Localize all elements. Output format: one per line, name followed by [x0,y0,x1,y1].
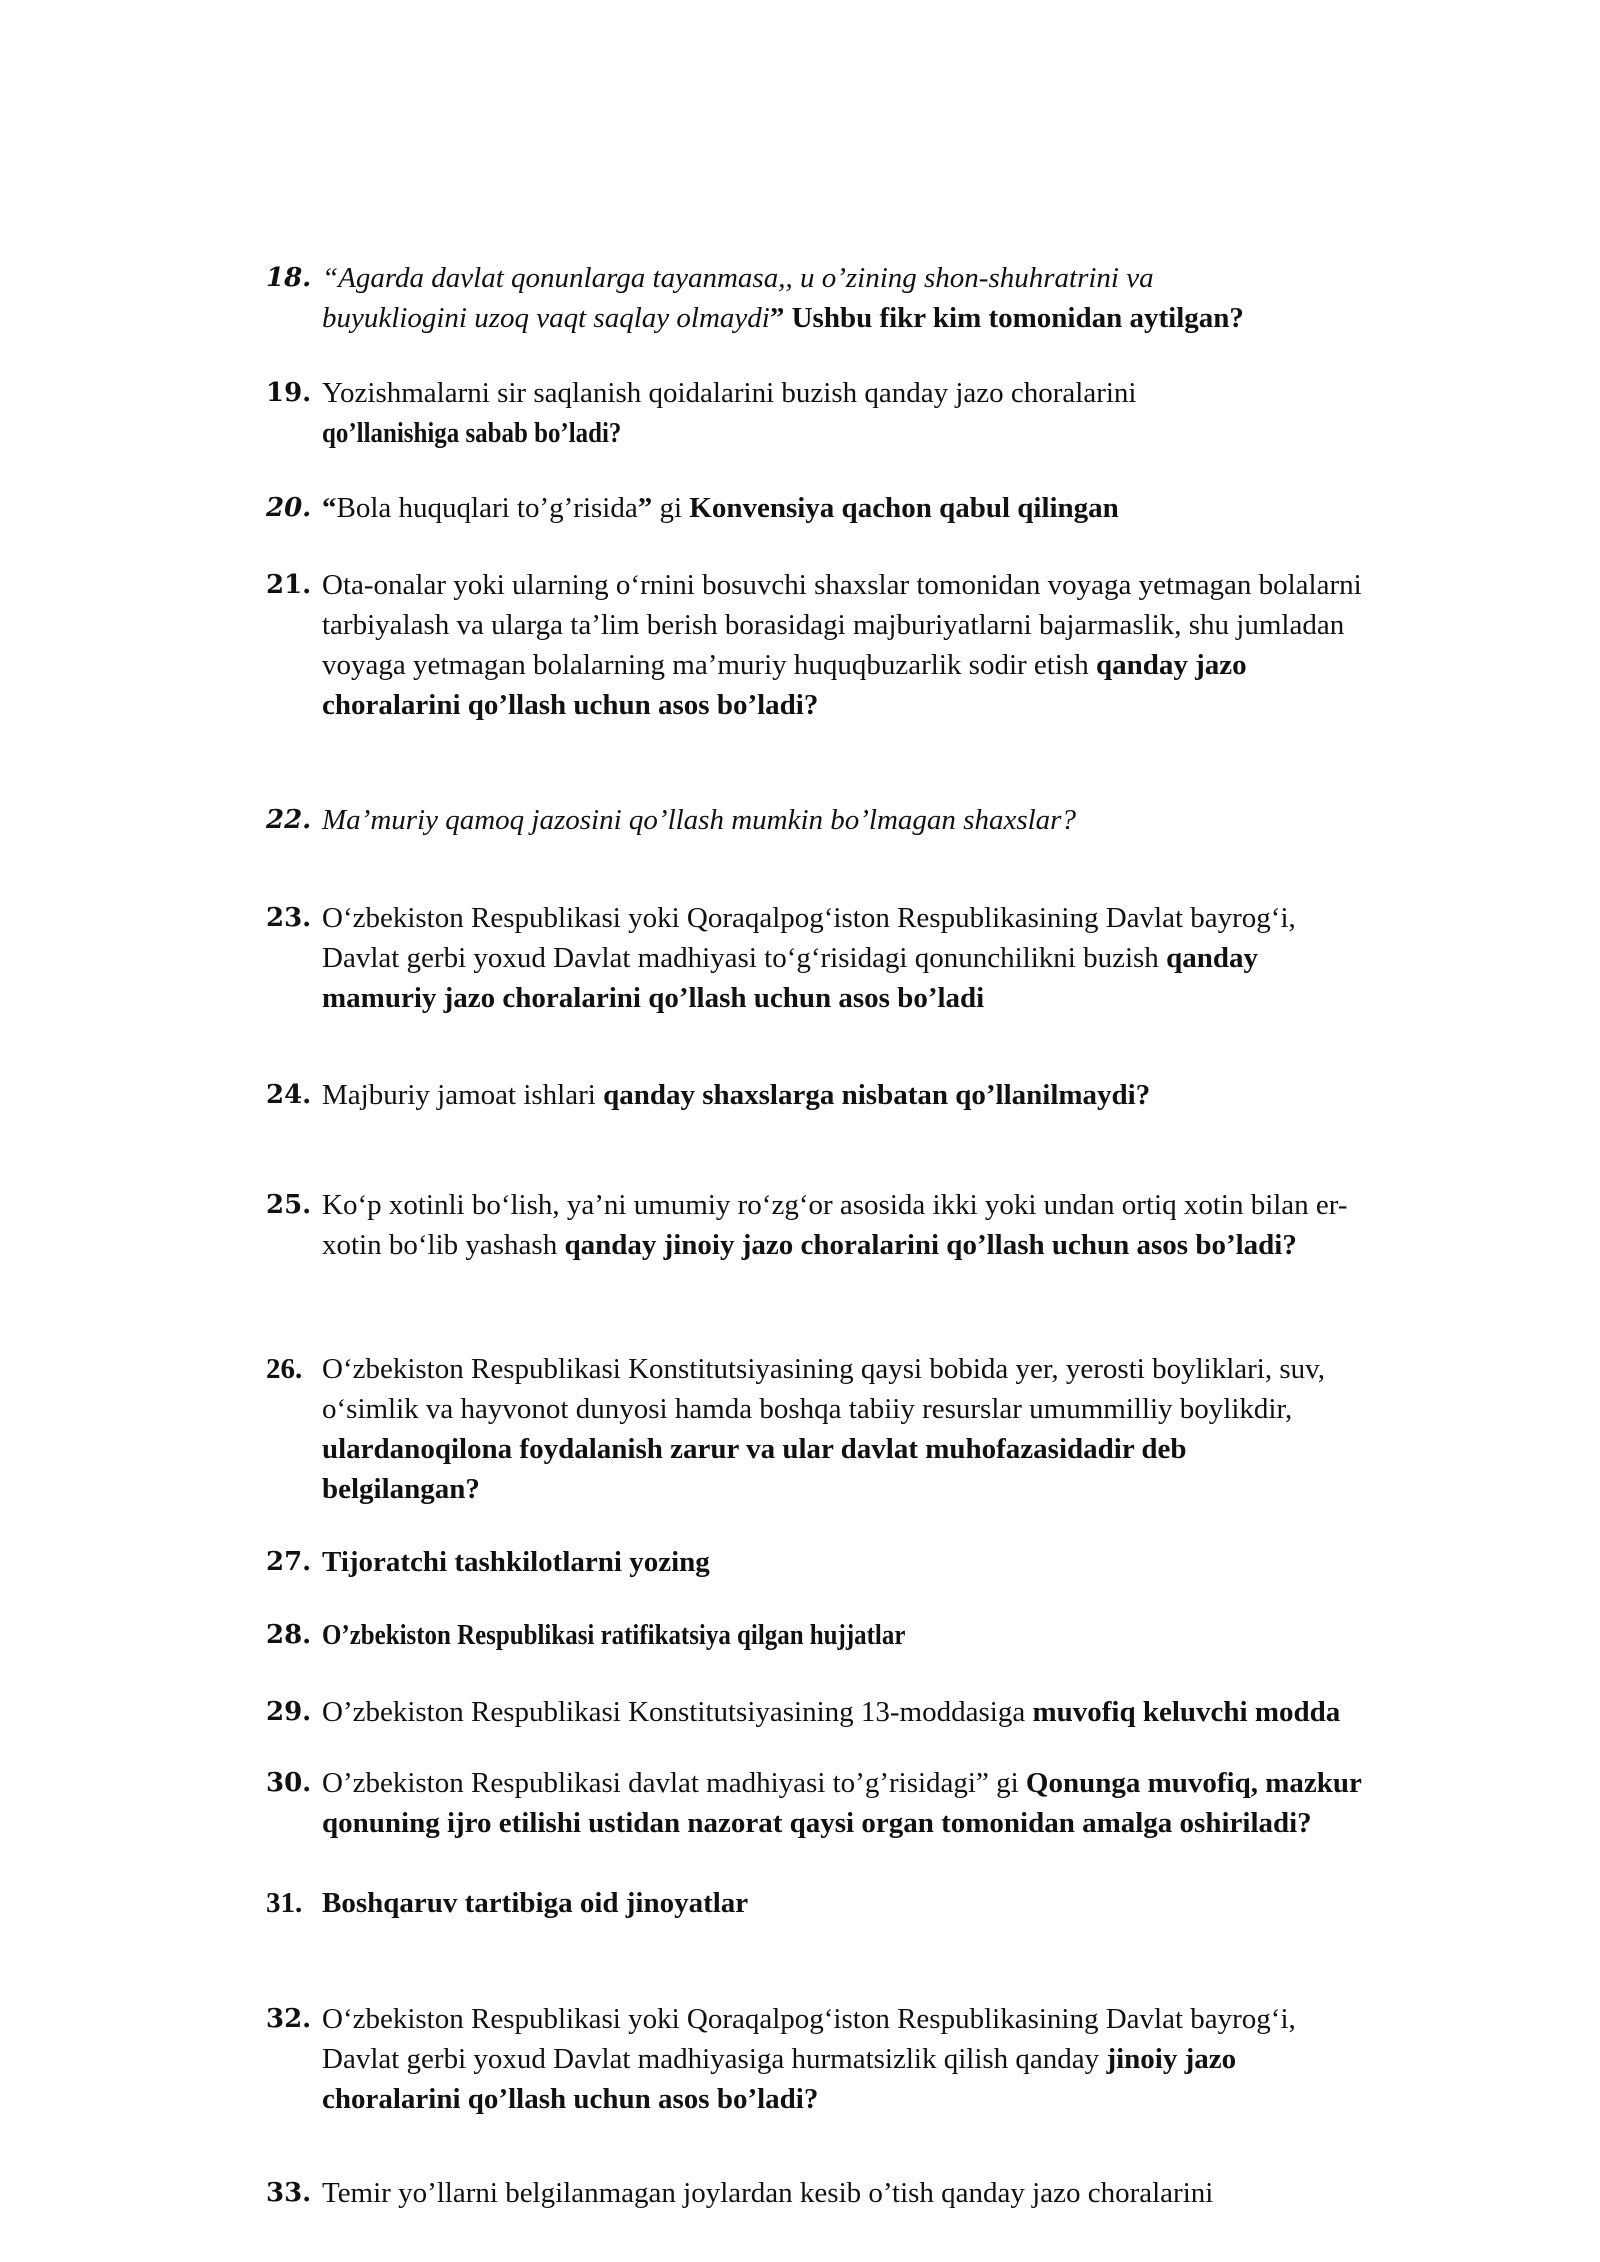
text-run: qanday jazo [1095,649,1247,681]
question-line [322,1429,1496,1469]
question-number: 33. [266,2178,312,2208]
text-run: voyaga yetmagan bolalarning ma’muriy huquqbuzarlik sodir etish [322,649,1096,681]
question-text [322,373,1496,453]
question-line [322,1763,1496,1803]
question-18 [266,258,1496,338]
text-run: jinoiy jazo [1106,2043,1237,2075]
question-text [322,1349,1496,1509]
text-run: choralarini qo’llash uchun asos bo’ladi? [322,689,819,721]
question-number: 18. [266,263,312,293]
question-text [322,488,1496,528]
question-line [322,938,1496,978]
question-text [322,1185,1496,1265]
question-number: 28. [266,1620,312,1650]
text-run: choralarini qo’llash uchun asos bo’ladi? [322,2083,819,2115]
text-run: Konvensiya qachon qabul qilingan [689,492,1119,524]
question-line [322,2039,1496,2079]
question-number: 19. [266,378,312,408]
question-19 [266,373,1496,453]
question-number: 27. [266,1547,312,1577]
question-28 [266,1615,1496,1655]
text-run: qo’llanishiga sabab bo’ladi? [322,417,622,449]
question-text [322,2173,1496,2213]
question-29 [266,1692,1496,1732]
question-25 [266,1185,1496,1265]
question-number: 31. [266,1887,303,1919]
question-line [322,1349,1496,1389]
question-line [322,605,1496,645]
text-run: belgilangan? [322,1473,480,1505]
question-line [322,2173,1496,2213]
text-run: O’zbekiston Respublikasi Konstitutsiyasining 13-moddasiga [322,1696,1033,1728]
text-run: ” Ushbu fikr kim tomonidan aytilgan? [769,302,1244,334]
question-27 [266,1542,1496,1582]
text-run: Bola huquqlari to’g’risida [336,492,638,524]
question-number: 21. [266,570,312,600]
question-21 [266,565,1496,725]
question-number: 30. [266,1768,312,1798]
text-run: Temir yo’llarni belgilanmagan joylardan kesib o’tish qanday jazo choralarini [322,2177,1214,2209]
text-run: gi [652,492,690,524]
question-line [322,413,1496,453]
question-text [322,800,1496,840]
text-run: O’zbekiston Respublikasi davlat madhiyasi to’g’risidagi” gi [322,1767,1026,1799]
text-run: mamuriy jazo choralarini qo’llash uchun asos bo’ladi [322,982,985,1014]
text-run: muvofiq keluvchi modda [1032,1696,1341,1728]
question-number: 24. [266,1080,312,1110]
question-line [322,1803,1496,1843]
question-line [322,978,1496,1018]
text-run: Boshqaruv tartibiga oid jinoyatlar [322,1887,749,1919]
question-line [322,898,1496,938]
question-text [322,898,1496,1018]
text-run: qanday jinoiy jazo choralarini qo’llash uchun asos bo’ladi? [564,1229,1297,1261]
question-30 [266,1763,1496,1843]
question-line [322,645,1496,685]
question-number: 26. [266,1353,303,1385]
question-line [322,1469,1496,1509]
question-24 [266,1075,1496,1115]
text-run: O‘zbekiston Respublikasi Konstitutsiyasining qaysi bobida yer, yerosti boyliklari, suv, [322,1353,1325,1385]
question-text [322,1883,1496,1923]
text-run: Yozishmalarni sir saqlanish qoidalarini buzish qanday jazo choralarini [322,377,1137,409]
text-run: Qonunga muvofiq, mazkur [1025,1767,1362,1799]
question-line [322,800,1496,840]
text-run: Tijoratchi tashkilotlarni yozing [322,1546,710,1578]
question-line [322,488,1496,528]
question-number: 25. [266,1190,312,1220]
question-26 [266,1349,1496,1509]
text-run: Ma’muriy qamoq jazosini qo’llash mumkin bo’lmagan shaxslar? [322,804,1076,836]
question-line [322,1883,1496,1923]
question-33 [266,2173,1496,2213]
question-text [322,1999,1496,2119]
question-23 [266,898,1496,1018]
question-line [322,1692,1496,1732]
text-run: Majburiy jamoat ishlari [322,1079,604,1111]
text-run: Ota-onalar yoki ularning o‘rnini bosuvchi shaxslar tomonidan voyaga yetmagan bolalarni [322,569,1362,601]
question-text [322,1542,1496,1582]
text-run: O‘zbekiston Respublikasi yoki Qoraqalpog‘iston Respublikasining Davlat bayrog‘i, [322,2003,1296,2035]
question-line [322,258,1496,298]
question-line [322,1999,1496,2039]
question-text [322,1692,1496,1732]
question-line [322,1075,1496,1115]
text-run: ulardanoqilona foydalanish zarur va ular davlat muhofazasidadir deb [322,1433,1187,1465]
question-number: 22. [266,805,312,835]
text-run: tarbiyalash va ularga ta’lim berish borasidagi majburiyatlarni bajarmaslik, shu jumladan [322,609,1345,641]
question-number: 29. [266,1697,312,1727]
question-text [322,1075,1496,1115]
text-run: “ [322,492,337,524]
text-run: O’zbekiston Respublikasi ratifikatsiya qilgan hujjatlar [322,1619,906,1651]
text-run: ” [637,492,653,524]
question-line [322,2079,1496,2119]
question-line [322,565,1496,605]
question-line [322,1225,1496,1265]
text-run: qonuning ijro etilishi ustidan nazorat qaysi organ tomonidan amalga oshiriladi? [322,1807,1312,1839]
question-line [322,298,1496,338]
text-run: O‘zbekiston Respublikasi yoki Qoraqalpog‘iston Respublikasining Davlat bayrog‘i, [322,902,1296,934]
question-number: 32. [266,2004,312,2034]
text-run: buyukliogini uzoq vaqt saqlay olmaydi [322,302,770,334]
question-text [322,1763,1496,1843]
text-run: “Agarda davlat qonunlarga tayanmasa,, u o’zining shon-shuhratrini va [322,262,1154,294]
text-run: Ko‘p xotinli bo‘lish, ya’ni umumiy ro‘zg‘or asosida ikki yoki undan ortiq xotin bilan er- [322,1189,1348,1221]
text-run: Davlat gerbi yoxud Davlat madhiyasiga hurmatsizlik qilish qanday [322,2043,1107,2075]
text-run: qanday shaxslarga nisbatan qo’llanilmaydi? [603,1079,1151,1111]
question-text [322,258,1496,338]
question-line [322,685,1496,725]
question-31 [266,1883,1496,1923]
question-32 [266,1999,1496,2119]
question-line [322,373,1496,413]
text-run: Davlat gerbi yoxud Davlat madhiyasi to‘g‘risidagi qonunchilikni buzish [322,942,1167,974]
text-run: xotin bo‘lib yashash [322,1229,565,1261]
question-number: 23. [266,903,312,933]
question-line [322,1185,1496,1225]
text-run: o‘simlik va hayvonot dunyosi hamda boshqa tabiiy resurslar umummilliy boylikdir, [322,1393,1293,1425]
question-22 [266,800,1496,840]
question-line [322,1542,1496,1582]
question-text [322,565,1496,725]
question-20 [266,488,1496,528]
question-text [322,1615,1496,1655]
question-line [322,1389,1496,1429]
text-run: qanday [1166,942,1258,974]
question-number: 20. [266,493,312,523]
question-line [322,1615,1496,1655]
